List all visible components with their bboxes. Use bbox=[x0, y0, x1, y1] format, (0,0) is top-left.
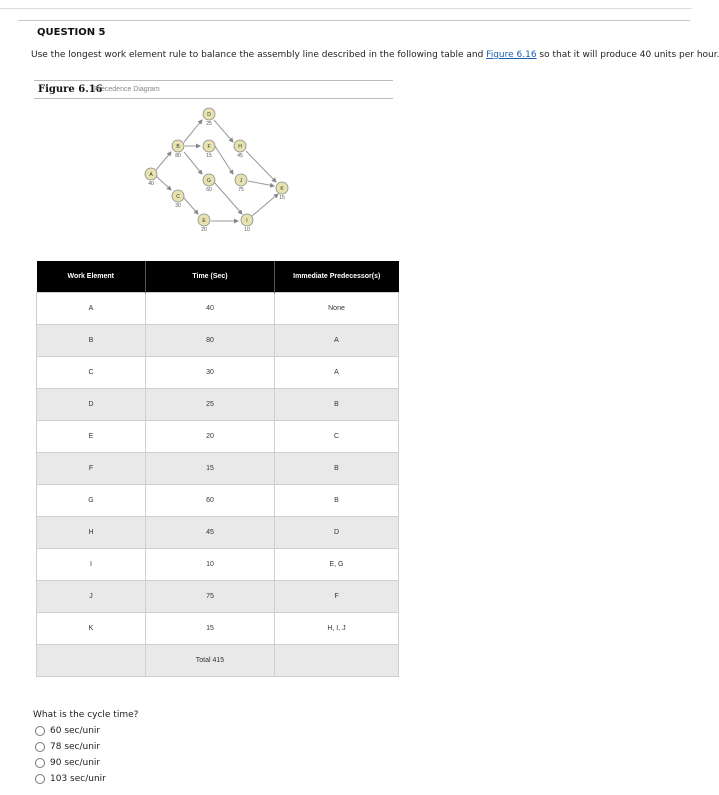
cell-time: 15 bbox=[146, 613, 275, 645]
question-title: QUESTION 5 bbox=[37, 27, 106, 38]
cell-element: I bbox=[37, 549, 146, 581]
table-row bbox=[37, 517, 399, 549]
table-row bbox=[37, 421, 399, 453]
svg-text:10: 10 bbox=[244, 227, 250, 233]
cell-element: A bbox=[37, 293, 146, 325]
svg-text:45: 45 bbox=[237, 153, 243, 159]
header-work-element: Work Element bbox=[37, 261, 146, 293]
cell-time: 30 bbox=[146, 357, 275, 389]
precedence-diagram bbox=[140, 104, 300, 236]
radio-button[interactable] bbox=[35, 758, 45, 768]
question-text bbox=[31, 50, 719, 60]
cell-total: Total 415 bbox=[146, 645, 275, 677]
header-time: Time (Sec) bbox=[146, 261, 275, 293]
option-103[interactable] bbox=[35, 774, 106, 784]
svg-text:I: I bbox=[246, 218, 248, 224]
option-90[interactable] bbox=[35, 758, 100, 768]
cell-element: K bbox=[37, 613, 146, 645]
cell-element: J bbox=[37, 581, 146, 613]
radio-button[interactable] bbox=[35, 726, 45, 736]
node-d bbox=[203, 108, 215, 127]
radio-button[interactable] bbox=[35, 774, 45, 784]
cell-predecessor: B bbox=[275, 485, 399, 517]
svg-text:40: 40 bbox=[148, 181, 154, 187]
cell-time: 25 bbox=[146, 389, 275, 421]
svg-text:F: F bbox=[207, 144, 211, 150]
cell-predecessor: E, G bbox=[275, 549, 399, 581]
cell-predecessor: A bbox=[275, 357, 399, 389]
svg-text:G: G bbox=[207, 178, 211, 184]
option-78[interactable] bbox=[35, 742, 100, 752]
svg-text:30: 30 bbox=[175, 203, 181, 209]
node-b bbox=[172, 140, 184, 159]
table-row bbox=[37, 389, 399, 421]
cell-time: 60 bbox=[146, 485, 275, 517]
question-text-after: so that it will produce 40 units per hour. bbox=[536, 50, 719, 60]
option-label: 90 sec/unir bbox=[50, 758, 101, 768]
option-label: 60 sec/unir bbox=[50, 726, 101, 736]
cell-element: C bbox=[37, 357, 146, 389]
node-g bbox=[203, 174, 215, 193]
cell-time: 40 bbox=[146, 293, 275, 325]
cell-element: G bbox=[37, 485, 146, 517]
figure-caption: Figure 6.16 bbox=[38, 84, 103, 95]
cell-time: 80 bbox=[146, 325, 275, 357]
table-row bbox=[37, 357, 399, 389]
cell-element: E bbox=[37, 421, 146, 453]
node-k bbox=[276, 182, 288, 201]
svg-text:20: 20 bbox=[201, 227, 207, 233]
cell-element: B bbox=[37, 325, 146, 357]
svg-text:75: 75 bbox=[238, 187, 244, 193]
cell-predecessor: F bbox=[275, 581, 399, 613]
node-a bbox=[145, 168, 157, 187]
svg-text:C: C bbox=[176, 194, 180, 200]
option-60[interactable] bbox=[35, 726, 100, 736]
figure-bottom-rule bbox=[34, 98, 393, 99]
svg-text:K: K bbox=[280, 186, 284, 192]
table-row bbox=[37, 325, 399, 357]
cell-time: 75 bbox=[146, 581, 275, 613]
table-row bbox=[37, 485, 399, 517]
table-row bbox=[37, 581, 399, 613]
node-e bbox=[198, 214, 210, 233]
cell-element bbox=[37, 645, 146, 677]
table-total-row bbox=[37, 645, 399, 677]
svg-text:D: D bbox=[207, 112, 211, 118]
node-c bbox=[172, 190, 184, 209]
node-j bbox=[235, 174, 247, 193]
cell-predecessor: D bbox=[275, 517, 399, 549]
cell-predecessor: B bbox=[275, 453, 399, 485]
cell-element: H bbox=[37, 517, 146, 549]
cell-time: 15 bbox=[146, 453, 275, 485]
question-text-before: Use the longest work element rule to balance the assembly line described in the following table and bbox=[31, 50, 487, 60]
table-row bbox=[37, 549, 399, 581]
figure-link[interactable]: Figure 6.16 bbox=[486, 50, 537, 60]
diagram-nodes bbox=[145, 108, 288, 233]
node-h bbox=[234, 140, 246, 159]
work-element-table bbox=[36, 261, 399, 677]
cell-predecessor: H, I, J bbox=[275, 613, 399, 645]
table-row bbox=[37, 293, 399, 325]
top-divider bbox=[0, 8, 692, 9]
node-i bbox=[241, 214, 253, 233]
cell-element: F bbox=[37, 453, 146, 485]
svg-text:E: E bbox=[202, 218, 206, 224]
svg-text:80: 80 bbox=[175, 153, 181, 159]
figure-subtitle: Precedence Diagram bbox=[94, 86, 160, 93]
node-f bbox=[203, 140, 215, 159]
cell-time: 45 bbox=[146, 517, 275, 549]
svg-text:15: 15 bbox=[279, 195, 285, 201]
option-label: 78 sec/unir bbox=[50, 742, 101, 752]
radio-button[interactable] bbox=[35, 742, 45, 752]
cell-time: 20 bbox=[146, 421, 275, 453]
svg-text:15: 15 bbox=[206, 153, 212, 159]
cell-time: 10 bbox=[146, 549, 275, 581]
cell-predecessor: None bbox=[275, 293, 399, 325]
cell-predecessor bbox=[275, 645, 399, 677]
svg-text:J: J bbox=[239, 178, 243, 184]
svg-text:25: 25 bbox=[206, 121, 212, 127]
table-header-row bbox=[37, 261, 399, 293]
svg-text:H: H bbox=[238, 144, 242, 150]
cell-predecessor: B bbox=[275, 389, 399, 421]
svg-text:A: A bbox=[149, 172, 153, 178]
question-divider bbox=[18, 20, 690, 21]
svg-text:60: 60 bbox=[206, 187, 212, 193]
cell-element: D bbox=[37, 389, 146, 421]
figure-top-rule bbox=[34, 80, 393, 81]
table-row bbox=[37, 613, 399, 645]
svg-text:B: B bbox=[176, 144, 180, 150]
table-row bbox=[37, 453, 399, 485]
cell-predecessor: C bbox=[275, 421, 399, 453]
cell-predecessor: A bbox=[275, 325, 399, 357]
option-label: 103 sec/unir bbox=[50, 774, 106, 784]
cycle-time-prompt: What is the cycle time? bbox=[33, 710, 139, 720]
header-predecessors: Immediate Predecessor(s) bbox=[275, 261, 399, 293]
